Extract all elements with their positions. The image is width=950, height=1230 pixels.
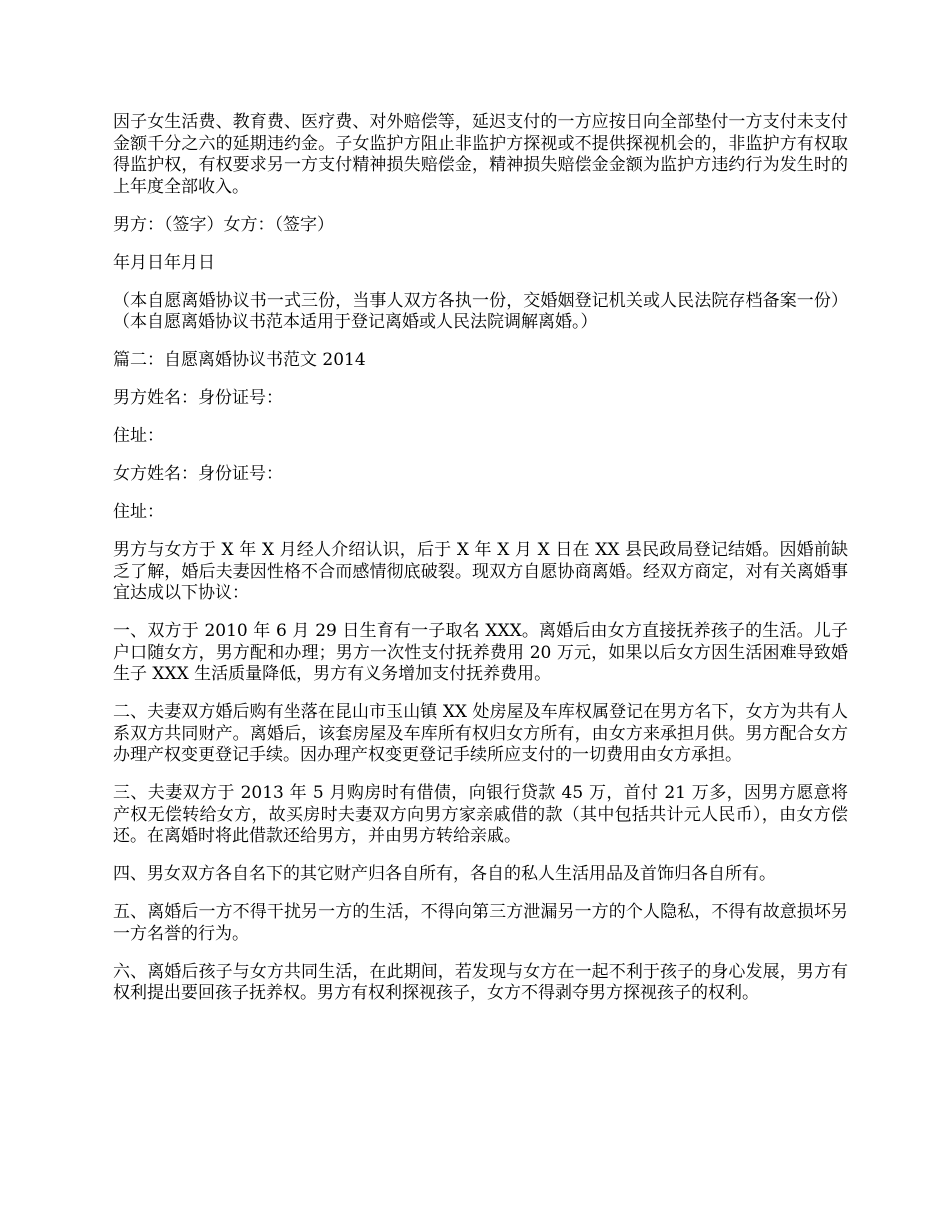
section-title: 篇二：自愿离婚协议书范文 2014 [113,350,366,370]
clause-4: 四、男女双方各自名下的其它财产归各自所有，各自的私人生活用品及首饰归各自所有。 [113,864,776,884]
document-page [113,112,848,1021]
paragraph-dates: 年月日年月日 [113,252,215,273]
paragraph-penalty-clause: 因子女生活费、教育费、医疗费、对外赔偿等，延迟支付的一方应按日向全部垫付一方支付未支付金额千分之六的延期违约金。子女监护方阻止非监护方探视或不提供探视机会的，非监护方有权取得监护权，有权要求另一方支付精神损失赔偿金，精神损失赔偿金金额为监护方违约行为发生时的上年度全部收入。 [113,112,848,197]
clause-3: 三、夫妻双方于 2013 年 5 月购房时有借债，向银行贷款 45 万，首付 21 万多，因男方愿意将产权无偿转给女方，故买房时夫妻双方向男方家亲戚借的款（其中包括共计元人民币），由女方偿还。在离婚时将此借款还给男方，并由男方转给亲戚。 [113,783,848,846]
paragraph-male-address: 住址： [113,426,164,446]
paragraph-copies-note: （本自愿离婚协议书一式三份，当事人双方各执一份，交婚姻登记机关或人民法院存档备案一份）（本自愿离婚协议书范本适用于登记离婚或人民法院调解离婚。） [113,290,848,332]
paragraph-signatures: 男方：（签字）女方：（签字） [113,214,334,235]
paragraph-background: 男方与女方于 X 年 X 月经人介绍认识，后于 X 年 X 月 X 日在 XX 县民政局登记结婚。因婚前缺乏了解，婚后夫妻因性格不合而感情彻底破裂。现双方自愿协商离婚。经双方商定，对有关离婚事宜达成以下协议： [113,540,848,603]
clause-6: 六、离婚后孩子与女方共同生活，在此期间，若发现与女方在一起不利于孩子的身心发展，男方有权利提出要回孩子抚养权。男方有权利探视孩子，女方不得剥夺男方探视孩子的权利。 [113,961,848,1003]
clause-1: 一、双方于 2010 年 6 月 29 日生育有一子取名 XXX。离婚后由女方直接抚养孩子的生活。儿子户口随女方，男方配和办理；男方一次性支付抚养费用 20 万元，如果以后女方因生活困难导致婚生子 XXX 生活质量降低，男方有义务增加支付抚养费用。 [113,621,848,684]
clause-2: 二、夫妻双方婚后购有坐落在昆山市玉山镇 XX 处房屋及车库权属登记在男方名下，女方为共有人系双方共同财产。离婚后，该套房屋及车库所有权归女方所有，由女方来承担月供。男方配合女方办理产权变更登记手续。因办理产权变更登记手续所应支付的一切费用由女方承担。 [113,702,848,765]
paragraph-female-name-id: 女方姓名：身份证号： [113,464,283,484]
paragraph-female-address: 住址： [113,502,164,522]
clause-5: 五、离婚后一方不得干扰另一方的生活，不得向第三方泄漏另一方的个人隐私，不得有故意损坏另一方名誉的行为。 [113,902,848,944]
paragraph-male-name-id: 男方姓名：身份证号： [113,388,283,408]
